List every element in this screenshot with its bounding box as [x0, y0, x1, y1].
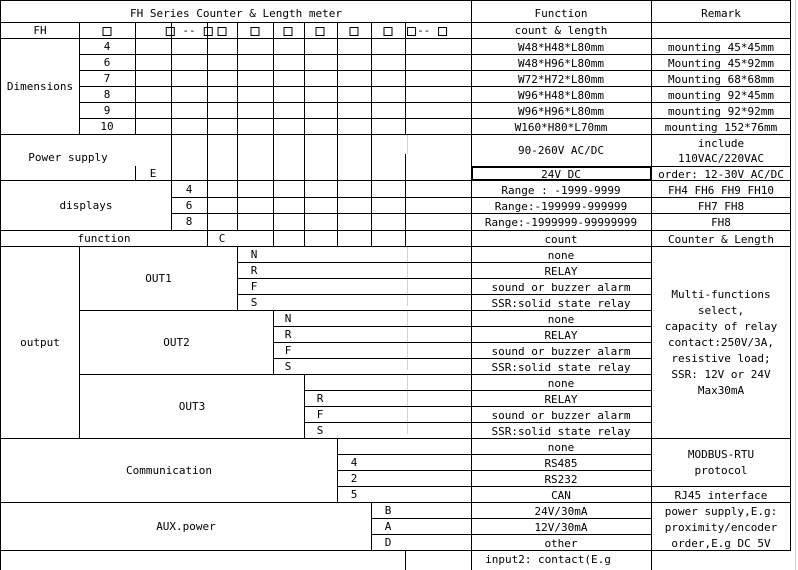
- display-function: Range:-199999-999999: [494, 200, 628, 213]
- checkbox-square-icon: [407, 27, 416, 36]
- code-box-5: [283, 24, 294, 37]
- code-box-2-group: [165, 24, 214, 37]
- power-supply-label: Power supply: [28, 150, 108, 164]
- out1-code: F: [250, 280, 258, 293]
- code-dash-1: --: [182, 24, 196, 37]
- code-box-1-group: [102, 24, 113, 37]
- code-dash-2: --: [417, 24, 431, 37]
- checkbox-square-icon: [438, 27, 447, 36]
- display-remark: FH8: [711, 216, 731, 229]
- communication-function: RS232: [544, 473, 578, 486]
- communication-label: Communication: [125, 463, 213, 477]
- output-remark-line: capacity of relay: [664, 320, 778, 333]
- communication-function: CAN: [551, 489, 571, 502]
- out2-code: R: [284, 328, 292, 341]
- out2-function: RELAY: [544, 329, 578, 342]
- remark-header: Remark: [701, 7, 741, 20]
- out2-code: S: [284, 360, 292, 373]
- out1-function: SSR:solid state relay: [491, 297, 631, 310]
- function-code: C: [218, 232, 226, 245]
- dimension-function: W48*H96*L80mm: [517, 57, 605, 70]
- aux-power-remark-line: order,E.g DC 5V: [671, 537, 771, 550]
- display-code: 8: [185, 215, 193, 228]
- dimension-remark: mounting 152*76mm: [664, 121, 778, 134]
- aux-power-code: D: [384, 536, 392, 549]
- out2-function: none: [547, 313, 575, 326]
- communication-remark-line2: protocol: [694, 464, 748, 477]
- displays-label: displays: [59, 198, 113, 212]
- out1-label: OUT1: [145, 271, 172, 285]
- out3-function: sound or buzzer alarm: [491, 409, 631, 422]
- display-function: Range : -1999-9999: [501, 184, 621, 197]
- output-remark-line: SSR: 12V or 24V: [671, 368, 771, 381]
- out1-function: RELAY: [544, 265, 578, 278]
- checkbox-square-icon: [203, 27, 212, 36]
- power-supply-function-ac-dc: 90-260V AC/DC: [517, 144, 605, 157]
- out2-function: sound or buzzer alarm: [491, 345, 631, 358]
- code-box-7: [349, 24, 360, 37]
- out2-code: N: [284, 312, 292, 325]
- out2-code: F: [284, 344, 292, 357]
- output-remark-line: resistive load;: [671, 352, 771, 365]
- communication-remark-line1: MODBUS-RTU: [687, 448, 755, 461]
- out1-code: S: [250, 296, 258, 309]
- code-box-9-group: [406, 24, 448, 37]
- code-box-8: [383, 24, 394, 37]
- power-supply-code-e: E: [149, 167, 157, 180]
- out3-label: OUT3: [178, 399, 206, 413]
- out3-code: R: [316, 392, 324, 405]
- output-remark-line: Multi-functions: [671, 288, 771, 301]
- code-box-3: [217, 24, 228, 37]
- dimension-function: W160*H80*L70mm: [514, 121, 608, 134]
- dimension-remark: Mounting 68*68mm: [668, 73, 774, 86]
- function-header: Function: [534, 7, 588, 20]
- dimension-code: 9: [103, 104, 111, 117]
- dimension-remark: mounting 45*45mm: [668, 41, 774, 54]
- dimension-remark: mounting 92*92mm: [668, 105, 774, 118]
- power-supply-function-dc[interactable]: 24V DC: [541, 168, 581, 181]
- aux-power-code: B: [384, 504, 392, 517]
- power-supply-remark-line1: include: [697, 137, 745, 150]
- dimension-function: W96*H96*L80mm: [517, 105, 605, 118]
- aux-power-function: other: [544, 537, 578, 550]
- communication-remark-rj45: RJ45 interface: [674, 489, 768, 502]
- sheet-title: FH Series Counter & Length meter: [130, 7, 342, 20]
- aux-power-code: A: [384, 520, 392, 533]
- code-row-function: count & length: [514, 24, 608, 37]
- out1-function: sound or buzzer alarm: [491, 281, 631, 294]
- output-remark-line: select,: [697, 304, 745, 317]
- out3-code: F: [316, 408, 324, 421]
- display-remark: FH7 FH8: [697, 200, 745, 213]
- dimension-code: 6: [103, 56, 111, 69]
- dimension-code: 10: [100, 120, 114, 133]
- function-label: function: [77, 232, 131, 245]
- out3-function: RELAY: [544, 393, 578, 406]
- power-supply-remark-order: order: 12-30V AC/DC: [658, 168, 784, 181]
- display-code: 4: [185, 183, 193, 196]
- out2-label: OUT2: [163, 335, 190, 349]
- output-label: output: [20, 335, 60, 349]
- input-function-partial: input2: contact(E.g: [485, 553, 611, 566]
- aux-power-remark-line: proximity/encoder: [664, 521, 778, 534]
- dimension-code: 7: [103, 72, 111, 85]
- display-remark: FH4 FH6 FH9 FH10: [668, 184, 774, 197]
- checkbox-square-icon: [316, 27, 325, 36]
- code-box-6: [315, 24, 326, 37]
- out2-function: SSR:solid state relay: [491, 361, 631, 374]
- communication-code: 2: [350, 472, 358, 485]
- code-prefix: FH: [33, 24, 47, 37]
- aux-power-label: AUX.power: [156, 519, 216, 533]
- out3-function: none: [547, 377, 575, 390]
- out1-function: none: [547, 249, 575, 262]
- out1-code: N: [250, 248, 258, 261]
- dimension-function: W72*H72*L80mm: [517, 73, 605, 86]
- aux-power-function: 24V/30mA: [534, 505, 588, 518]
- dimension-code: 8: [103, 88, 111, 101]
- code-box-4: [250, 24, 261, 37]
- checkbox-square-icon: [251, 27, 260, 36]
- dimension-remark: Mounting 45*92mm: [668, 57, 774, 70]
- aux-power-function: 12V/30mA: [534, 521, 588, 534]
- output-remark-line: Max30mA: [697, 384, 745, 397]
- function-remark: Counter & Length: [668, 233, 774, 246]
- out3-function: SSR:solid state relay: [491, 425, 631, 438]
- communication-function: none: [547, 441, 575, 454]
- dimensions-label: Dimensions: [6, 79, 74, 93]
- display-function: Range:-1999999-99999999: [484, 216, 638, 229]
- out3-code: S: [316, 424, 324, 437]
- output-remark-line: contact:250V/3A,: [668, 336, 774, 349]
- communication-code: 5: [350, 488, 358, 501]
- checkbox-square-icon: [384, 27, 393, 36]
- dimension-function: W96*H48*L80mm: [517, 89, 605, 102]
- display-code: 6: [185, 199, 193, 212]
- aux-power-remark-line: power supply,E.g:: [664, 505, 778, 518]
- function-count: count: [544, 233, 578, 246]
- out1-code: R: [250, 264, 258, 277]
- checkbox-square-icon: [350, 27, 359, 36]
- checkbox-square-icon: [103, 27, 112, 36]
- checkbox-square-icon: [218, 27, 227, 36]
- communication-function: RS485: [544, 457, 578, 470]
- dimension-function: W48*H48*L80mm: [517, 41, 605, 54]
- dimension-remark: mounting 92*45mm: [668, 89, 774, 102]
- checkbox-square-icon: [166, 27, 175, 36]
- communication-code: 4: [350, 456, 358, 469]
- checkbox-square-icon: [284, 27, 293, 36]
- dimension-code: 4: [103, 40, 111, 53]
- power-supply-remark-line2: 110VAC/220VAC: [677, 152, 765, 165]
